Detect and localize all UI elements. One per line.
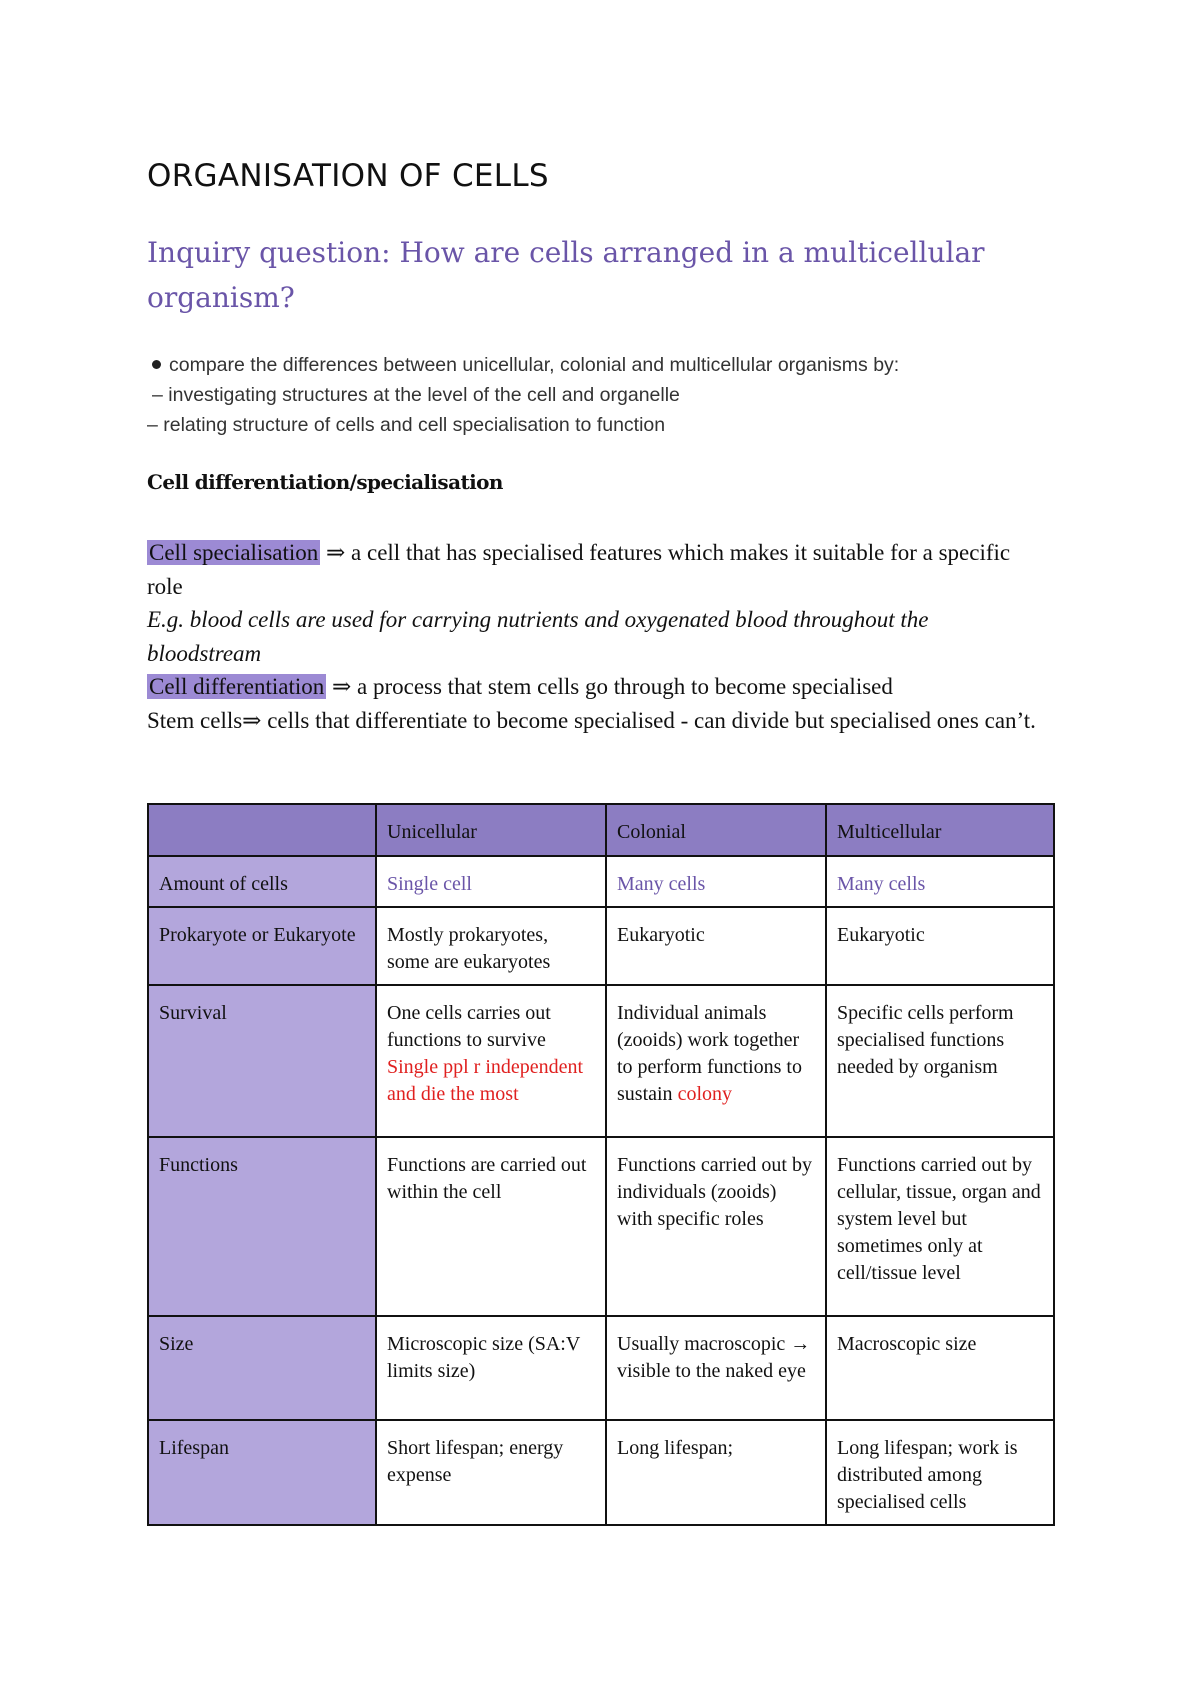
table-header-cell: Multicellular xyxy=(826,804,1054,856)
outcome-sub-2: – relating structure of cells and cell specialisation to function xyxy=(147,414,666,436)
page-title: ORGANISATION OF CELLS xyxy=(147,158,549,194)
table-cell: Many cells xyxy=(606,856,826,907)
table-cell xyxy=(376,985,606,1137)
table-header-row xyxy=(148,804,1054,856)
definition-specialisation xyxy=(147,536,1047,603)
inquiry-question: Inquiry question: How are cells arranged in a multicellular organism? xyxy=(147,236,985,314)
cell-text: Individual animals (zooids) work together to perform functions to sustain xyxy=(617,1002,802,1105)
row-label: Lifespan xyxy=(148,1420,376,1525)
row-label: Survival xyxy=(148,985,376,1137)
bullet-icon xyxy=(152,360,161,369)
section-heading: Cell differentiation/specialisation xyxy=(147,470,503,494)
table-cell: Short lifespan; energy expense xyxy=(376,1420,606,1525)
table-cell: Specific cells perform specialised functions needed by organism xyxy=(826,985,1054,1137)
row-label: Prokaryote or Eukaryote xyxy=(148,907,376,985)
table-header-cell: Colonial xyxy=(606,804,826,856)
cell-text: One cells carries out functions to survive xyxy=(387,1002,551,1051)
table-cell: Long lifespan; work is distributed among specialised cells xyxy=(826,1420,1054,1525)
table-cell: Long lifespan; xyxy=(606,1420,826,1525)
outcome-sub-1: – investigating structures at the level of the cell and organelle xyxy=(152,384,680,406)
table-row xyxy=(148,1420,1054,1525)
table-cell: Eukaryotic xyxy=(606,907,826,985)
row-label: Functions xyxy=(148,1137,376,1316)
outcome-main xyxy=(147,350,1047,380)
row-label: Size xyxy=(148,1316,376,1420)
table-header-cell xyxy=(148,804,376,856)
table-cell: Functions are carried out within the cell xyxy=(376,1137,606,1316)
table-cell xyxy=(606,985,826,1137)
table-row xyxy=(148,1316,1054,1420)
table-cell: Single cell xyxy=(376,856,606,907)
table-cell: Macroscopic size xyxy=(826,1316,1054,1420)
table-cell: Mostly prokaryotes, some are eukaryotes xyxy=(376,907,606,985)
highlighted-term: Cell specialisation xyxy=(149,540,319,565)
row-label: Amount of cells xyxy=(148,856,376,907)
definition-stem-cells: Stem cells⇒ cells that differentiate to become specialised - can divide but specialised ones can’t. xyxy=(147,707,1036,733)
table-cell: Functions carried out by individuals (zooids) with specific roles xyxy=(606,1137,826,1316)
table-cell: Eukaryotic xyxy=(826,907,1054,985)
table-row xyxy=(148,907,1054,985)
table-cell: Functions carried out by cellular, tissue, organ and system level but sometimes only at cell/tissue level xyxy=(826,1137,1054,1316)
definitions-block xyxy=(147,536,1047,737)
table-cell: Usually macroscopic → visible to the naked eye xyxy=(606,1316,826,1420)
definition-text: ⇒ a process that stem cells go through to become specialised xyxy=(326,674,893,699)
cell-note: Single ppl r independent and die the most xyxy=(387,1056,584,1105)
table-header-cell: Unicellular xyxy=(376,804,606,856)
outcome-main-text: compare the differences between unicellular, colonial and multicellular organisms by: xyxy=(169,354,900,376)
comparison-table xyxy=(147,803,1055,1526)
cell-note: colony xyxy=(677,1083,732,1105)
table-cell: Microscopic size (SA:V limits size) xyxy=(376,1316,606,1420)
table-row xyxy=(148,856,1054,907)
definition-example: E.g. blood cells are used for carrying nutrients and oxygenated blood throughout the bloodstream xyxy=(147,607,929,666)
highlighted-term: Cell differentiation xyxy=(149,674,325,699)
table-cell: Many cells xyxy=(826,856,1054,907)
definition-text: ⇒ a cell that has specialised features which makes it suitable for a specific role xyxy=(147,540,1011,599)
table-row xyxy=(148,1137,1054,1316)
syllabus-outcomes xyxy=(147,350,1047,440)
definition-differentiation xyxy=(147,670,1047,704)
table-row xyxy=(148,985,1054,1137)
